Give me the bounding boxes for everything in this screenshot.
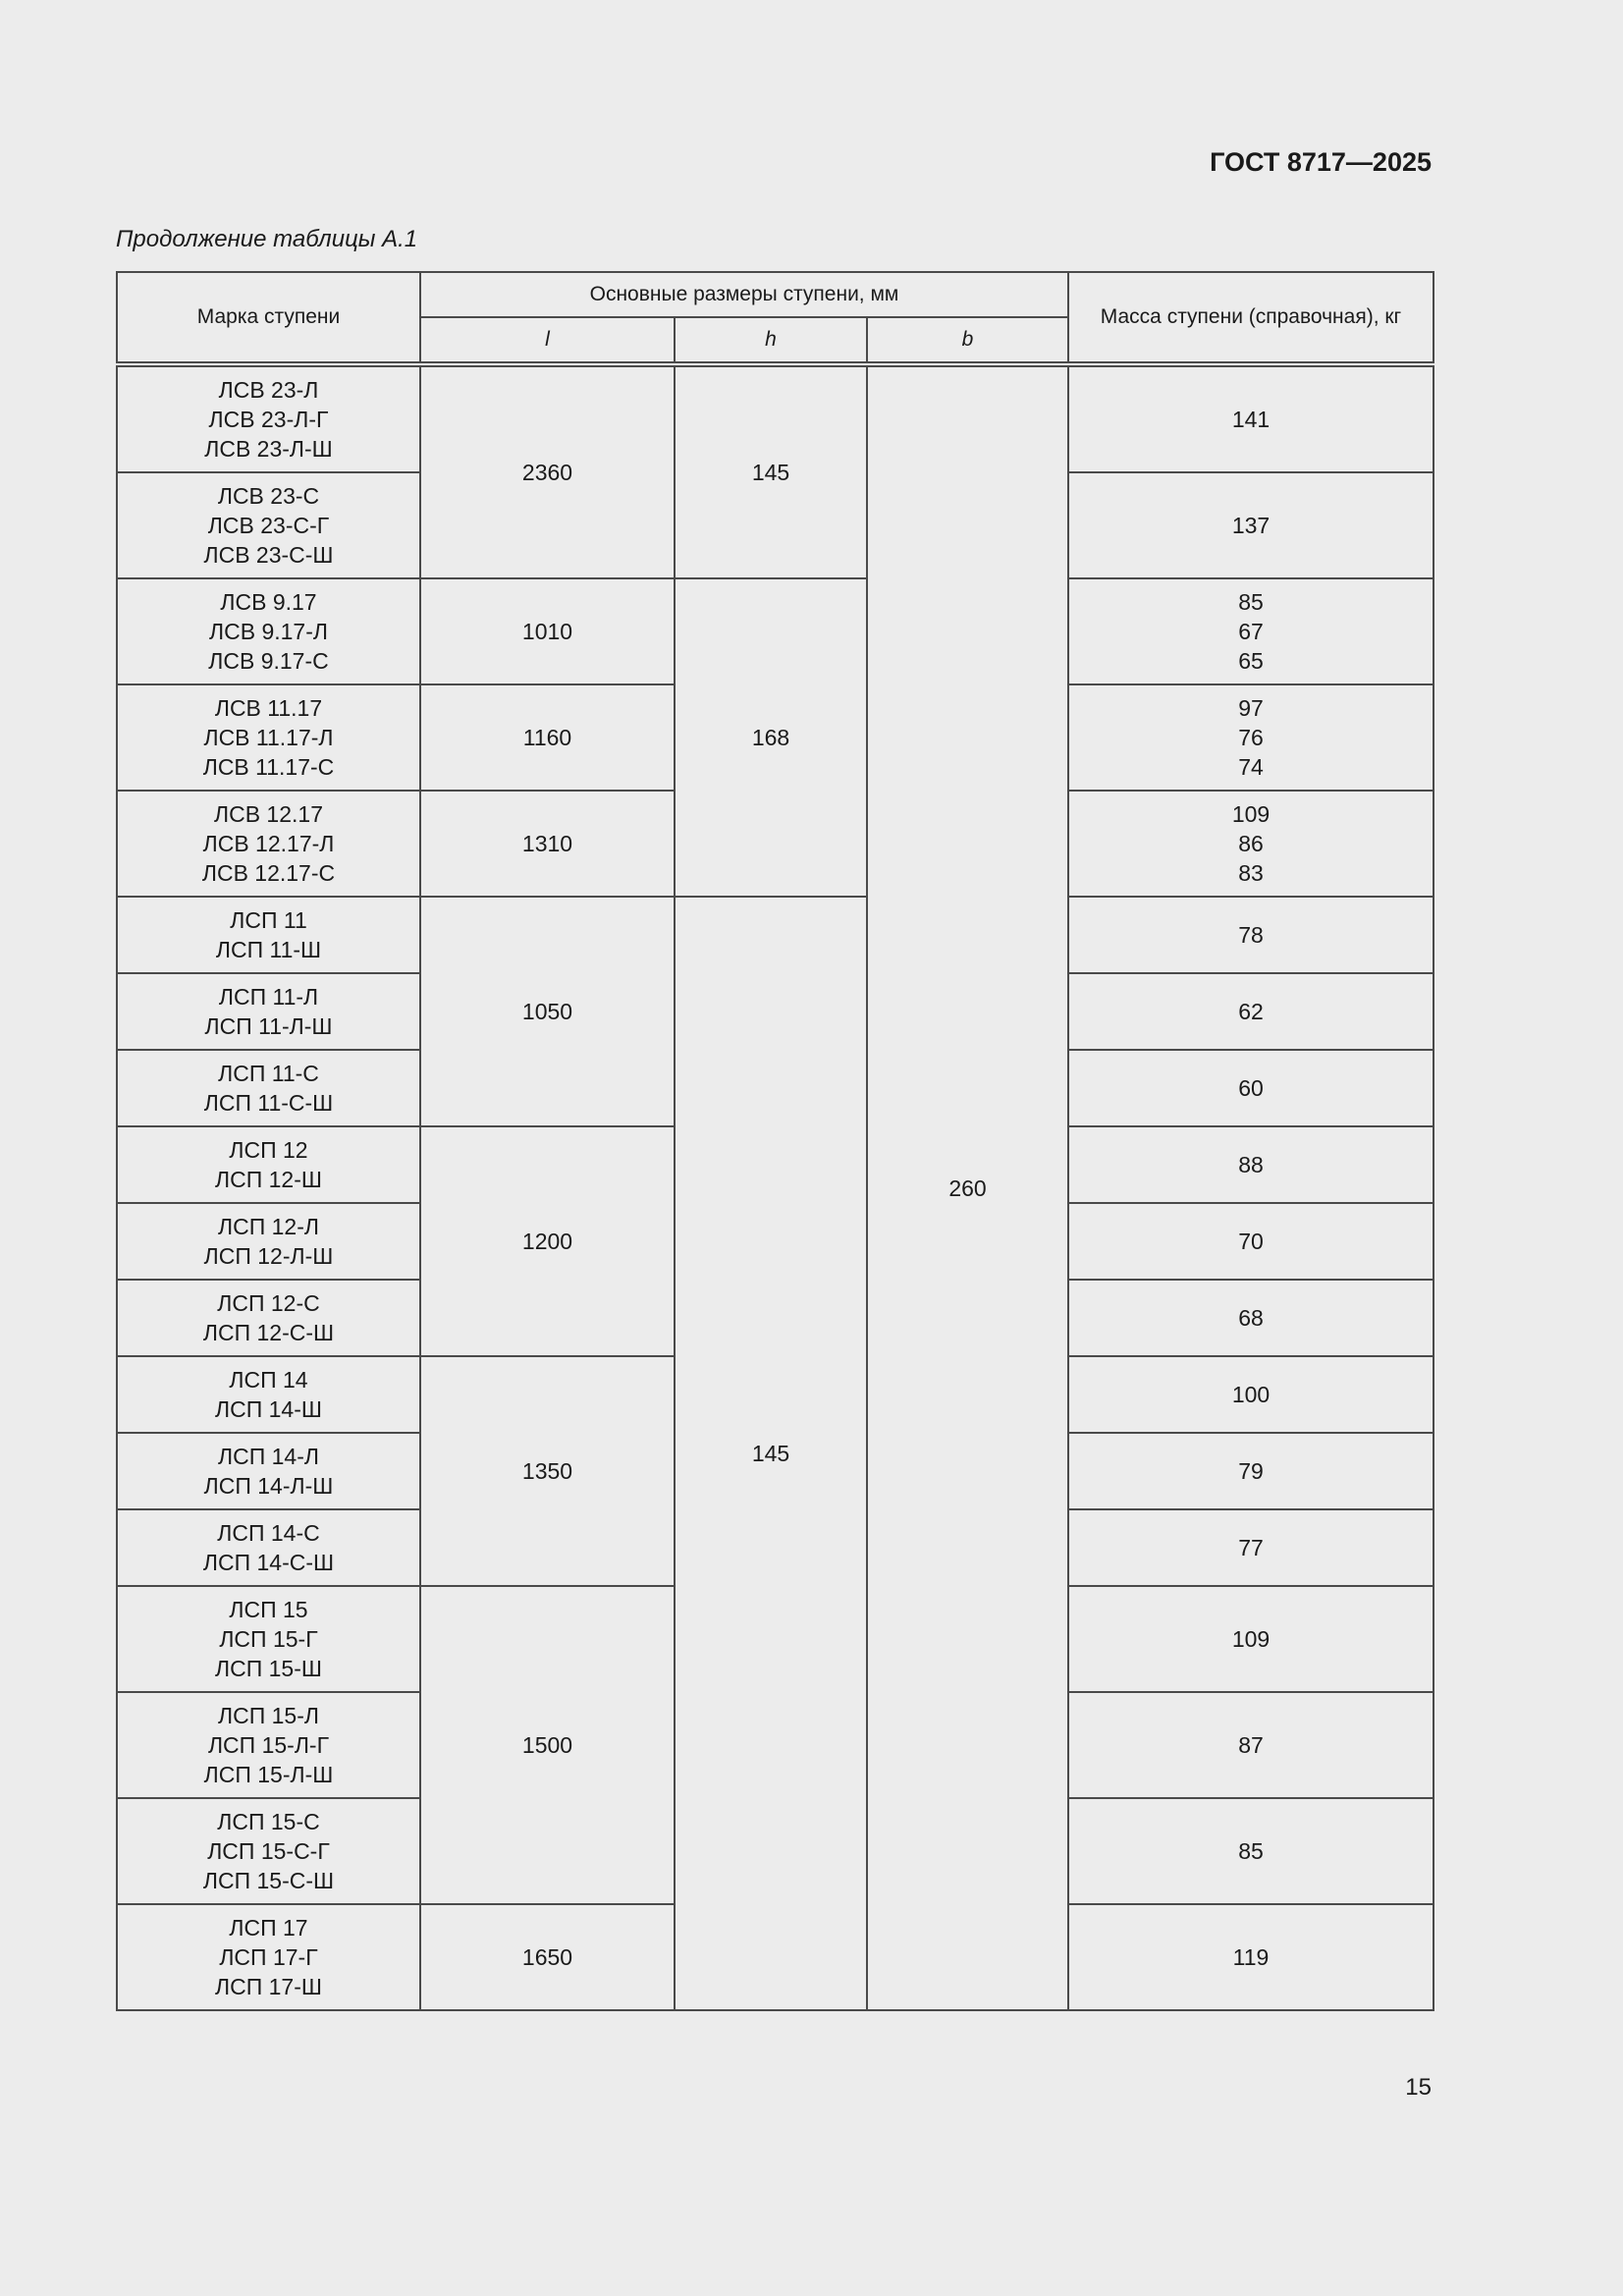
document-code: ГОСТ 8717—2025 (1210, 147, 1432, 177)
mark-cell (117, 897, 420, 973)
table-row (117, 897, 1434, 973)
mass-line: 109 (1231, 801, 1271, 827)
mass-line: 109 (1231, 1626, 1271, 1652)
length-cell: 1350 (420, 1356, 675, 1586)
mark-line: ЛСВ 23-С-Ш (203, 542, 334, 568)
mass-cell (1068, 364, 1434, 472)
mass-line: 65 (1238, 648, 1264, 674)
height-cell: 145 (675, 897, 867, 2010)
mark-line: ЛСП 14-Ш (215, 1396, 322, 1422)
mark-line: ЛСП 14-Л-Ш (203, 1473, 334, 1499)
mark-line: ЛСП 12-Л (218, 1214, 319, 1239)
mark-cell (117, 1904, 420, 2010)
mark-cell (117, 1356, 420, 1433)
mark-line: ЛСП 14-С (217, 1520, 320, 1546)
mass-line: 62 (1238, 999, 1264, 1024)
mark-line: ЛСП 12-С (217, 1290, 320, 1316)
mass-cell (1068, 472, 1434, 578)
length-cell: 2360 (420, 364, 675, 578)
length-cell: 1200 (420, 1126, 675, 1356)
mark-line: ЛСВ 11.17-Л (203, 725, 334, 750)
mark-cell (117, 1126, 420, 1203)
mass-line: 83 (1238, 860, 1264, 886)
mass-line: 97 (1238, 695, 1264, 721)
header-l: l (420, 317, 675, 364)
length-cell: 1310 (420, 791, 675, 897)
mark-cell (117, 1433, 420, 1509)
mass-line: 76 (1238, 725, 1264, 750)
mark-line: ЛСП 15-Г (219, 1626, 318, 1652)
mass-cell (1068, 1509, 1434, 1586)
mass-line: 60 (1238, 1075, 1264, 1101)
mark-cell (117, 1050, 420, 1126)
mark-cell (117, 1203, 420, 1280)
mark-line: ЛСВ 9.17 (220, 589, 317, 615)
mass-line: 85 (1238, 589, 1264, 615)
mark-line: ЛСП 17-Г (219, 1944, 318, 1970)
mark-line: ЛСВ 9.17-Л (209, 619, 328, 644)
mark-line: ЛСП 17-Ш (215, 1974, 322, 1999)
width-cell: 260 (867, 364, 1068, 2010)
height-cell: 168 (675, 578, 867, 897)
header-h: h (675, 317, 867, 364)
mark-line: ЛСП 15-С (217, 1809, 320, 1834)
length-cell: 1500 (420, 1586, 675, 1904)
mark-cell (117, 684, 420, 791)
table-caption: Продолжение таблицы А.1 (116, 226, 418, 252)
length-cell: 1160 (420, 684, 675, 791)
mark-line: ЛСП 12-Ш (215, 1167, 322, 1192)
mass-cell (1068, 684, 1434, 791)
mark-cell (117, 1509, 420, 1586)
mark-line: ЛСП 14-Л (218, 1444, 319, 1469)
page-number: 15 (1405, 2074, 1432, 2101)
mark-line: ЛСП 15-Л-Ш (203, 1762, 334, 1787)
header-b: b (867, 317, 1068, 364)
mark-cell (117, 1280, 420, 1356)
mark-line: ЛСВ 11.17-С (202, 754, 335, 780)
mass-cell (1068, 578, 1434, 684)
mark-line: ЛСП 14-С-Ш (202, 1550, 335, 1575)
mass-cell (1068, 1692, 1434, 1798)
mass-line: 100 (1231, 1382, 1271, 1407)
mass-cell (1068, 1280, 1434, 1356)
mass-cell (1068, 897, 1434, 973)
mass-line: 85 (1238, 1838, 1264, 1864)
mass-cell (1068, 1798, 1434, 1904)
mass-cell (1068, 1050, 1434, 1126)
mark-cell (117, 578, 420, 684)
mark-cell (117, 364, 420, 472)
mass-line: 87 (1238, 1732, 1264, 1758)
mark-line: ЛСП 11-Л (218, 984, 319, 1010)
mark-line: ЛСП 12 (229, 1137, 308, 1163)
mass-line: 70 (1238, 1229, 1264, 1254)
mark-line: ЛСП 11-С (218, 1061, 319, 1086)
mark-cell (117, 791, 420, 897)
mark-line: ЛСП 17 (229, 1915, 308, 1941)
mass-line: 74 (1238, 754, 1264, 780)
mass-cell (1068, 1586, 1434, 1692)
mass-cell (1068, 1904, 1434, 2010)
mass-line: 137 (1231, 513, 1271, 538)
mark-cell (117, 472, 420, 578)
mark-cell (117, 1798, 420, 1904)
mass-cell (1068, 1126, 1434, 1203)
mark-line: ЛСП 12-С-Ш (202, 1320, 335, 1345)
mass-line: 67 (1238, 619, 1264, 644)
mark-line: ЛСП 15-С-Г (207, 1838, 330, 1864)
length-cell: 1650 (420, 1904, 675, 2010)
mass-line: 77 (1238, 1535, 1264, 1560)
mark-line: ЛСП 11-Л-Ш (204, 1013, 333, 1039)
mark-line: ЛСВ 23-Л-Ш (204, 436, 333, 462)
mark-line: ЛСП 11-Ш (215, 937, 322, 962)
mark-line: ЛСП 15 (229, 1597, 308, 1622)
mark-line: ЛСП 11-С-Ш (203, 1090, 334, 1116)
mass-cell (1068, 1433, 1434, 1509)
mass-line: 86 (1238, 831, 1264, 856)
height-cell: 145 (675, 364, 867, 578)
table-row (117, 578, 1434, 684)
mass-line: 141 (1231, 407, 1271, 432)
mark-line: ЛСВ 12.17-Л (202, 831, 335, 856)
mark-line: ЛСВ 12.17-С (201, 860, 336, 886)
mass-line: 78 (1238, 922, 1264, 948)
steps-table (116, 271, 1434, 2011)
mark-line: ЛСВ 23-С (217, 483, 320, 509)
mass-cell (1068, 1203, 1434, 1280)
mark-line: ЛСВ 9.17-С (208, 648, 329, 674)
mass-line: 88 (1238, 1152, 1264, 1177)
mark-line: ЛСП 15-Л (218, 1703, 319, 1728)
mark-line: ЛСП 14 (229, 1367, 308, 1393)
length-cell: 1050 (420, 897, 675, 1126)
mass-line: 79 (1238, 1458, 1264, 1484)
mass-cell (1068, 1356, 1434, 1433)
mass-cell (1068, 973, 1434, 1050)
mark-line: ЛСВ 12.17 (214, 801, 323, 827)
header-mass: Масса ступени (справочная), кг (1068, 272, 1434, 364)
header-mark: Марка ступени (117, 272, 420, 364)
mark-line: ЛСП 11 (230, 907, 307, 933)
mark-line: ЛСП 15-С-Ш (202, 1868, 335, 1893)
mark-line: ЛСВ 23-Л (218, 377, 319, 403)
mark-line: ЛСП 15-Ш (215, 1656, 322, 1681)
length-cell: 1010 (420, 578, 675, 684)
mark-cell (117, 1692, 420, 1798)
table-row (117, 364, 1434, 472)
mark-cell (117, 973, 420, 1050)
mark-line: ЛСП 15-Л-Г (207, 1732, 330, 1758)
mark-line: ЛСП 12-Л-Ш (203, 1243, 334, 1269)
header-dims-group: Основные размеры ступени, мм (420, 272, 1068, 317)
mark-cell (117, 1586, 420, 1692)
mass-cell (1068, 791, 1434, 897)
mark-line: ЛСВ 11.17 (214, 695, 323, 721)
mass-line: 119 (1232, 1944, 1270, 1970)
mark-line: ЛСВ 23-С-Г (207, 513, 330, 538)
mass-line: 68 (1238, 1305, 1264, 1331)
mark-line: ЛСВ 23-Л-Г (208, 407, 329, 432)
